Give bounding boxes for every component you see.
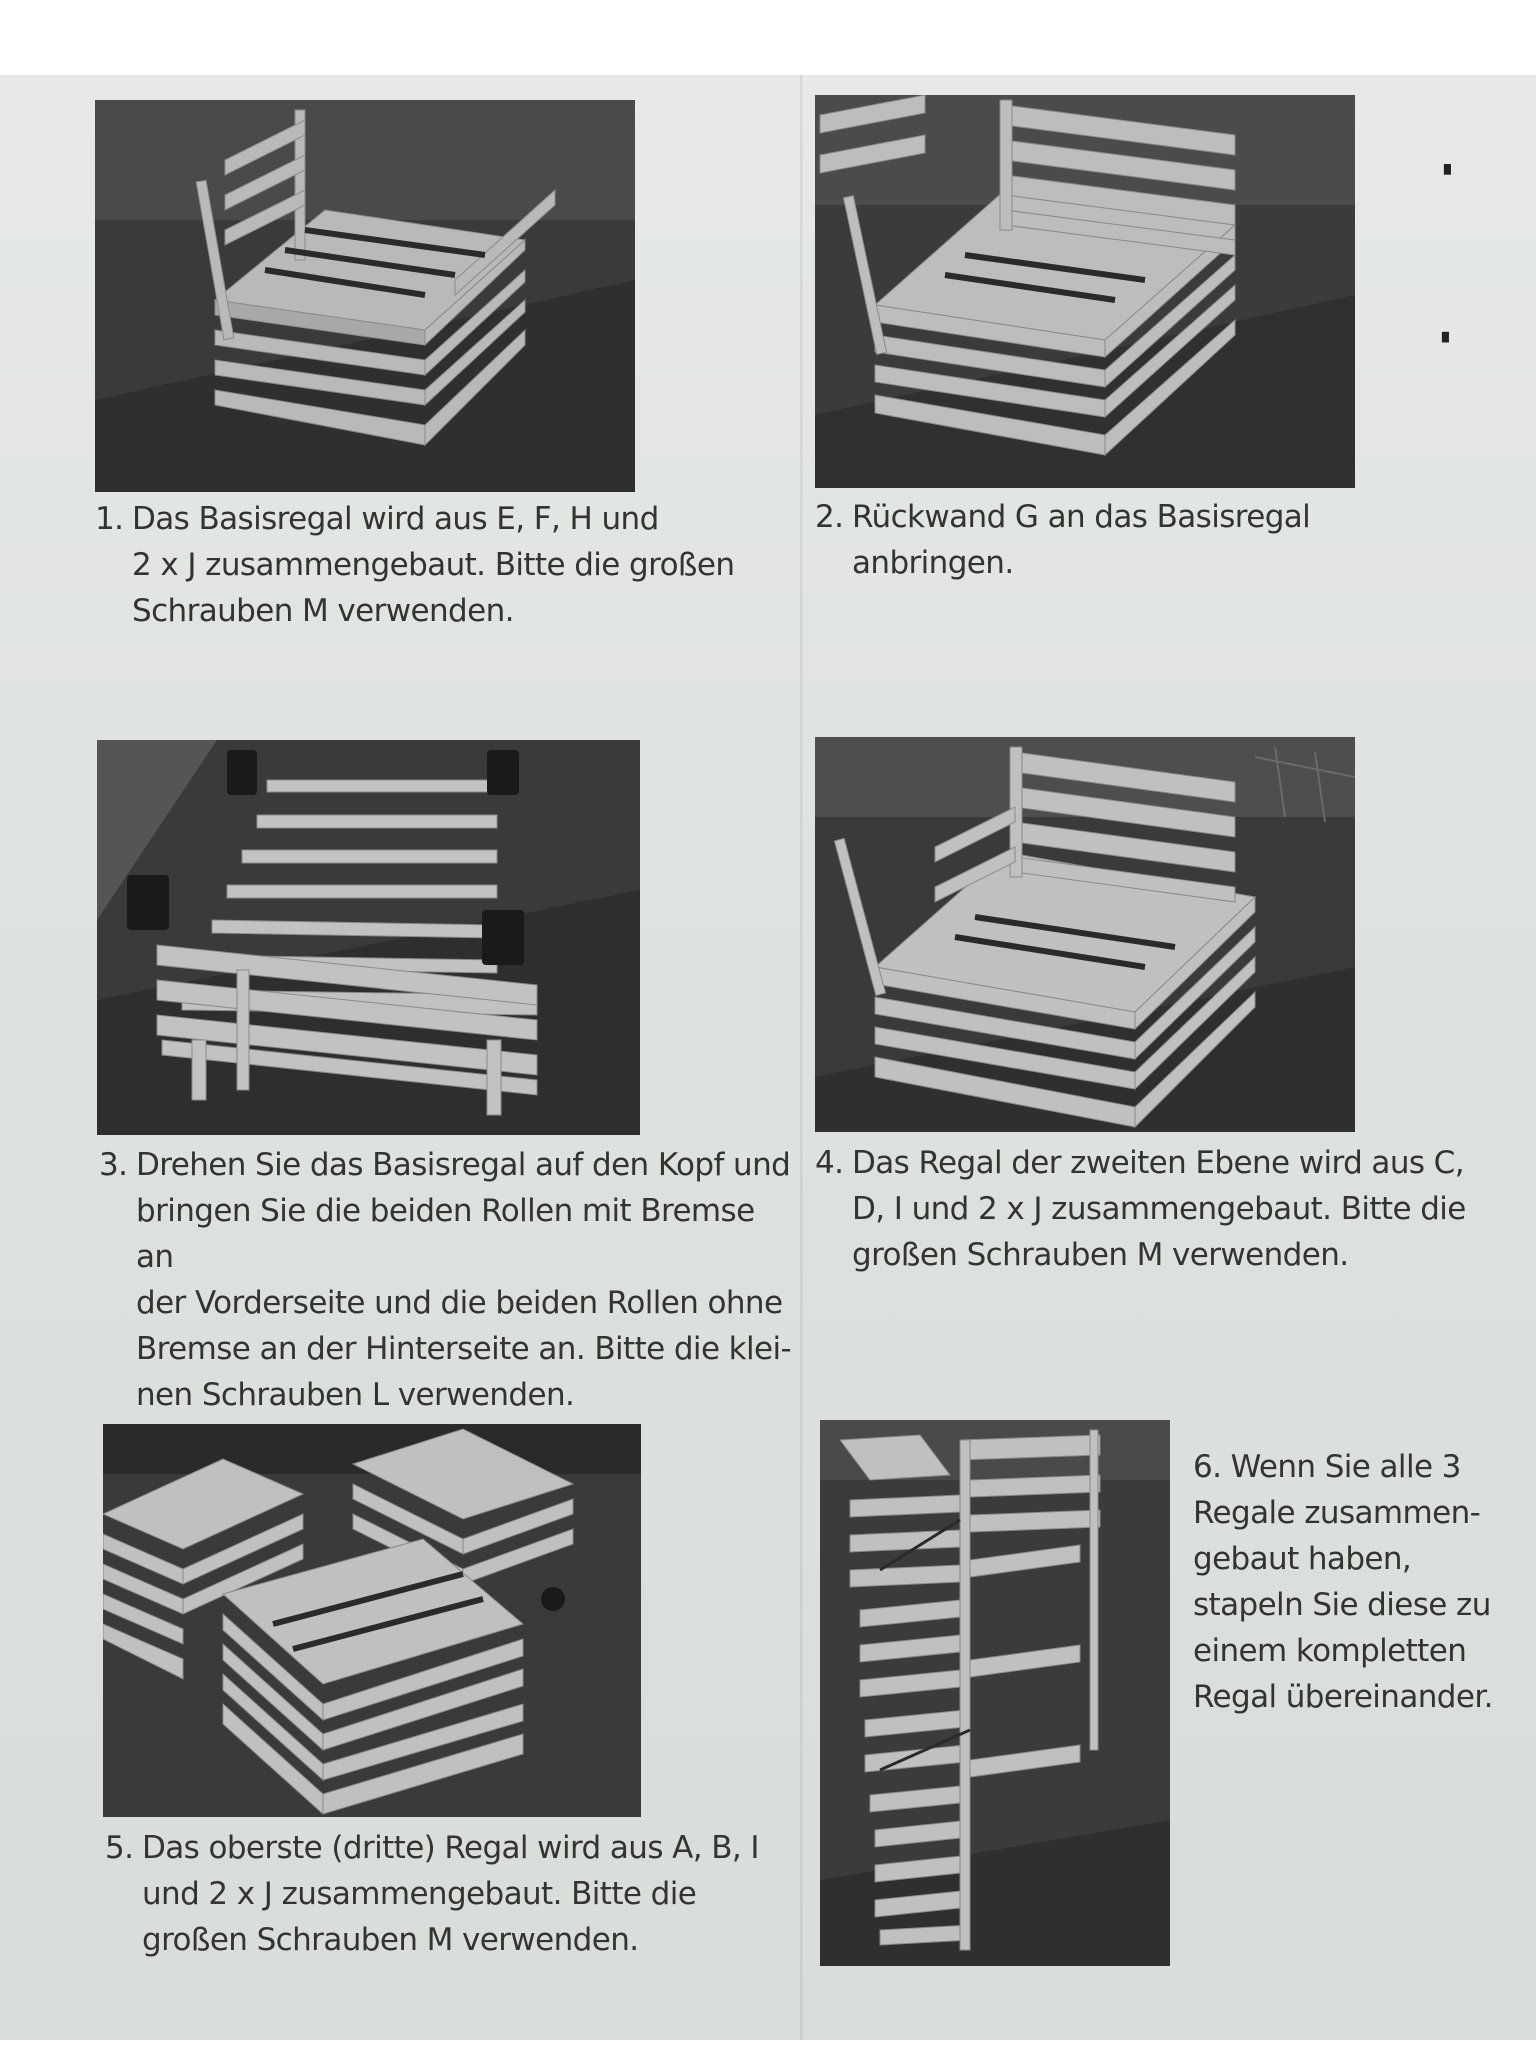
paper-fold <box>800 75 803 2040</box>
step-4-photo <box>815 737 1355 1132</box>
step-1-photo <box>95 100 635 492</box>
step-number: 2. <box>815 499 844 535</box>
paper-speck: ▘ <box>1444 165 1458 186</box>
step-number: 1. <box>95 501 124 537</box>
step-2-photo <box>815 95 1355 488</box>
step-number: 3. <box>99 1147 128 1183</box>
step-5-caption <box>105 1825 785 1963</box>
step-1-caption <box>95 496 755 634</box>
step-5-photo <box>103 1424 641 1817</box>
step-text: Drehen Sie das Basisregal auf den Kopf und bringen Sie die beiden Rollen mit Bremse an der Vorderseite und die beiden Rollen ohne Bremse an der Hinterseite an. Bitte die klei- nen Schrauben L verwenden. <box>136 1147 792 1413</box>
step-3-caption <box>99 1142 799 1418</box>
step-text: Wenn Sie alle 3 Regale zusammen- gebaut haben, stapeln Sie diese zu einem kompletten Regal übereinander. <box>1193 1449 1493 1715</box>
step-4-caption <box>815 1140 1495 1278</box>
step-6-photo <box>820 1420 1170 1966</box>
step-text: Rückwand G an das Basisregal anbringen. <box>852 499 1311 581</box>
step-number: 5. <box>105 1830 134 1866</box>
step-text: Das oberste (dritte) Regal wird aus A, B, I und 2 x J zusammengebaut. Bitte die großen Schrauben M verwenden. <box>142 1830 759 1958</box>
step-2-caption <box>815 494 1375 586</box>
step-text: Das Regal der zweiten Ebene wird aus C, D, I und 2 x J zusammengebaut. Bitte die großen Schrauben M verwenden. <box>852 1145 1466 1273</box>
step-number: 6. <box>1193 1449 1222 1485</box>
step-3-photo <box>97 740 640 1135</box>
step-6-caption <box>1193 1444 1513 1720</box>
step-number: 4. <box>815 1145 844 1181</box>
step-text: Das Basisregal wird aus E, F, H und 2 x J zusammengebaut. Bitte die großen Schrauben M verwenden. <box>132 501 735 629</box>
paper-speck: ▖ <box>1442 322 1456 343</box>
